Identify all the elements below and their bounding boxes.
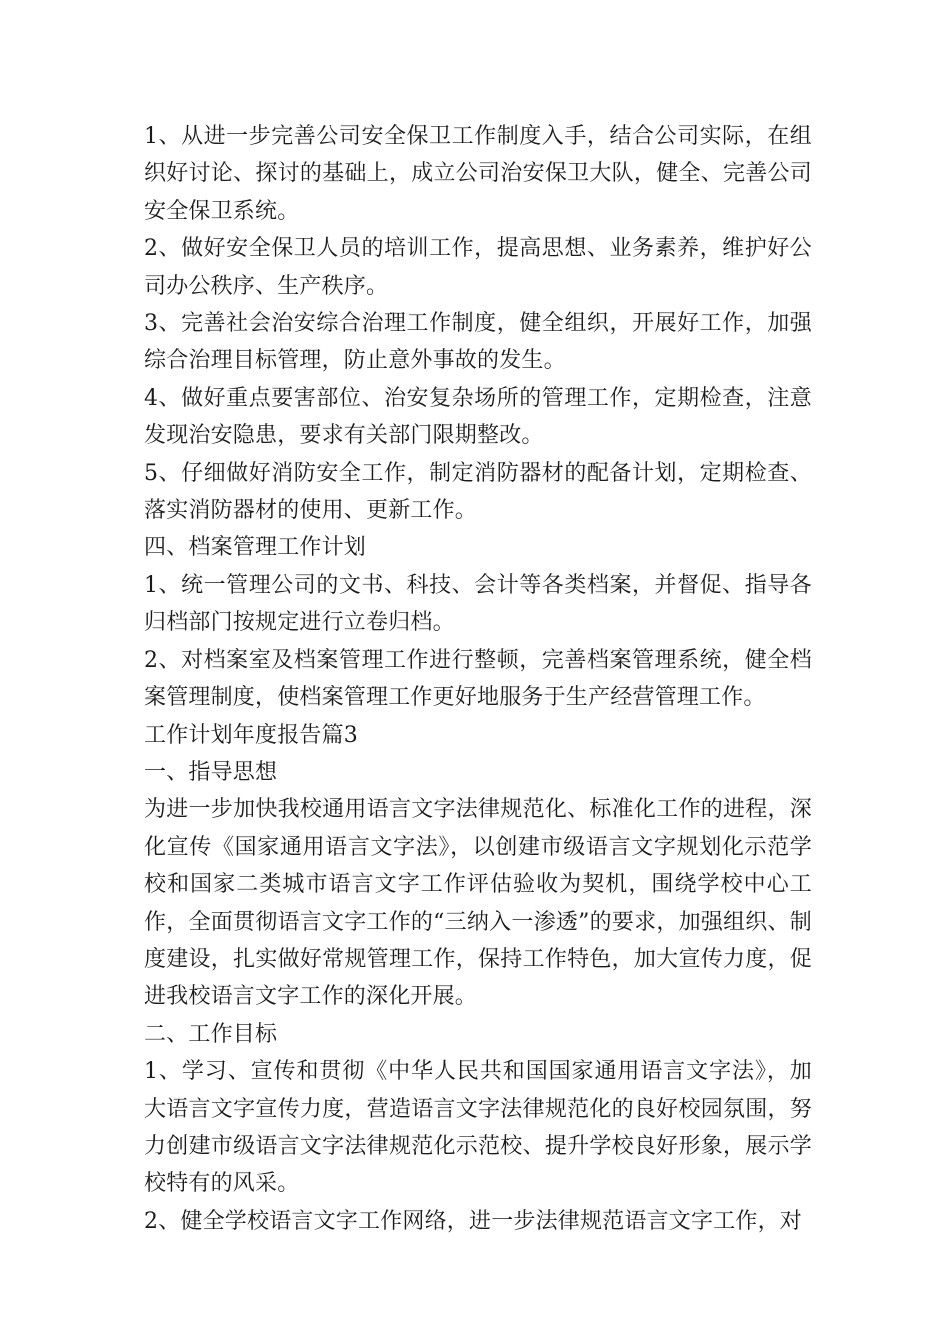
paragraph-archives-item-1: 1、统一管理公司的文书、科技、会计等各类档案，并督促、指导各归档部门按规定进行立卷归档。 (144, 572, 812, 636)
paragraph-security-item-1: 1、从进一步完善公司安全保卫工作制度入手，结合公司实际，在组织好讨论、探讨的基础上，成立公司治安保卫大队，健全、完善公司安全保卫系统。 (144, 124, 812, 224)
paragraph-security-item-2: 2、做好安全保卫人员的培训工作，提高思想、业务素养，维护好公司办公秩序、生产秩序。 (144, 236, 812, 299)
document-body (144, 118, 812, 1240)
paragraph-archives-item-2: 2、对档案室及档案管理工作进行整顿，完善档案管理系统，健全档案管理制度，使档案管理工作更好地服务于生产经营管理工作。 (144, 647, 812, 711)
section-heading-archives: 四、档案管理工作计划 (144, 535, 367, 561)
paragraph-goal-item-1: 1、学习、宣传和贯彻《中华人民共和国国家通用语言文字法》，加大语言文字宣传力度，营造语言文字法律规范化的良好校园氛围，努力创建市级语言文字法律规范化示范校、提升学校良好形象，展示学校特有的风采。 (144, 1059, 812, 1197)
paragraph-security-item-3: 3、完善社会治安综合治理工作制度，健全组织，开展好工作，加强综合治理目标管理，防止意外事故的发生。 (144, 311, 812, 374)
section-heading-guiding-thought: 一、指导思想 (144, 759, 278, 785)
paragraph-security-item-5: 5、仔细做好消防安全工作，制定消防器材的配备计划，定期检查、落实消防器材的使用、更新工作。 (144, 460, 812, 524)
paragraph-goal-item-2: 2、健全学校语言文字工作网络，进一步法律规范语言文字工作，对 (144, 1208, 802, 1234)
report-title: 工作计划年度报告篇3 (144, 722, 358, 748)
paragraph-security-item-4: 4、做好重点要害部位、治安复杂场所的管理工作，定期检查，注意发现治安隐患，要求有关部门限期整改。 (144, 385, 812, 449)
section-heading-work-goals: 二、工作目标 (144, 1021, 278, 1047)
paragraph-guiding-thought: 为进一步加快我校通用语言文字法律规范化、标准化工作的进程，深化宣传《国家通用语言文字法》，以创建市级语言文字规划化示范学校和国家二类城市语言文字工作评估验收为契机，围绕学校中心工作，全面贯彻语言文字工作的“三纳入一渗透”的要求，加强组织、制度建设，扎实做好常规管理工作，保持工作特色，加大宣传力度，促进我校语言文字工作的深化开展。 (144, 797, 812, 1010)
